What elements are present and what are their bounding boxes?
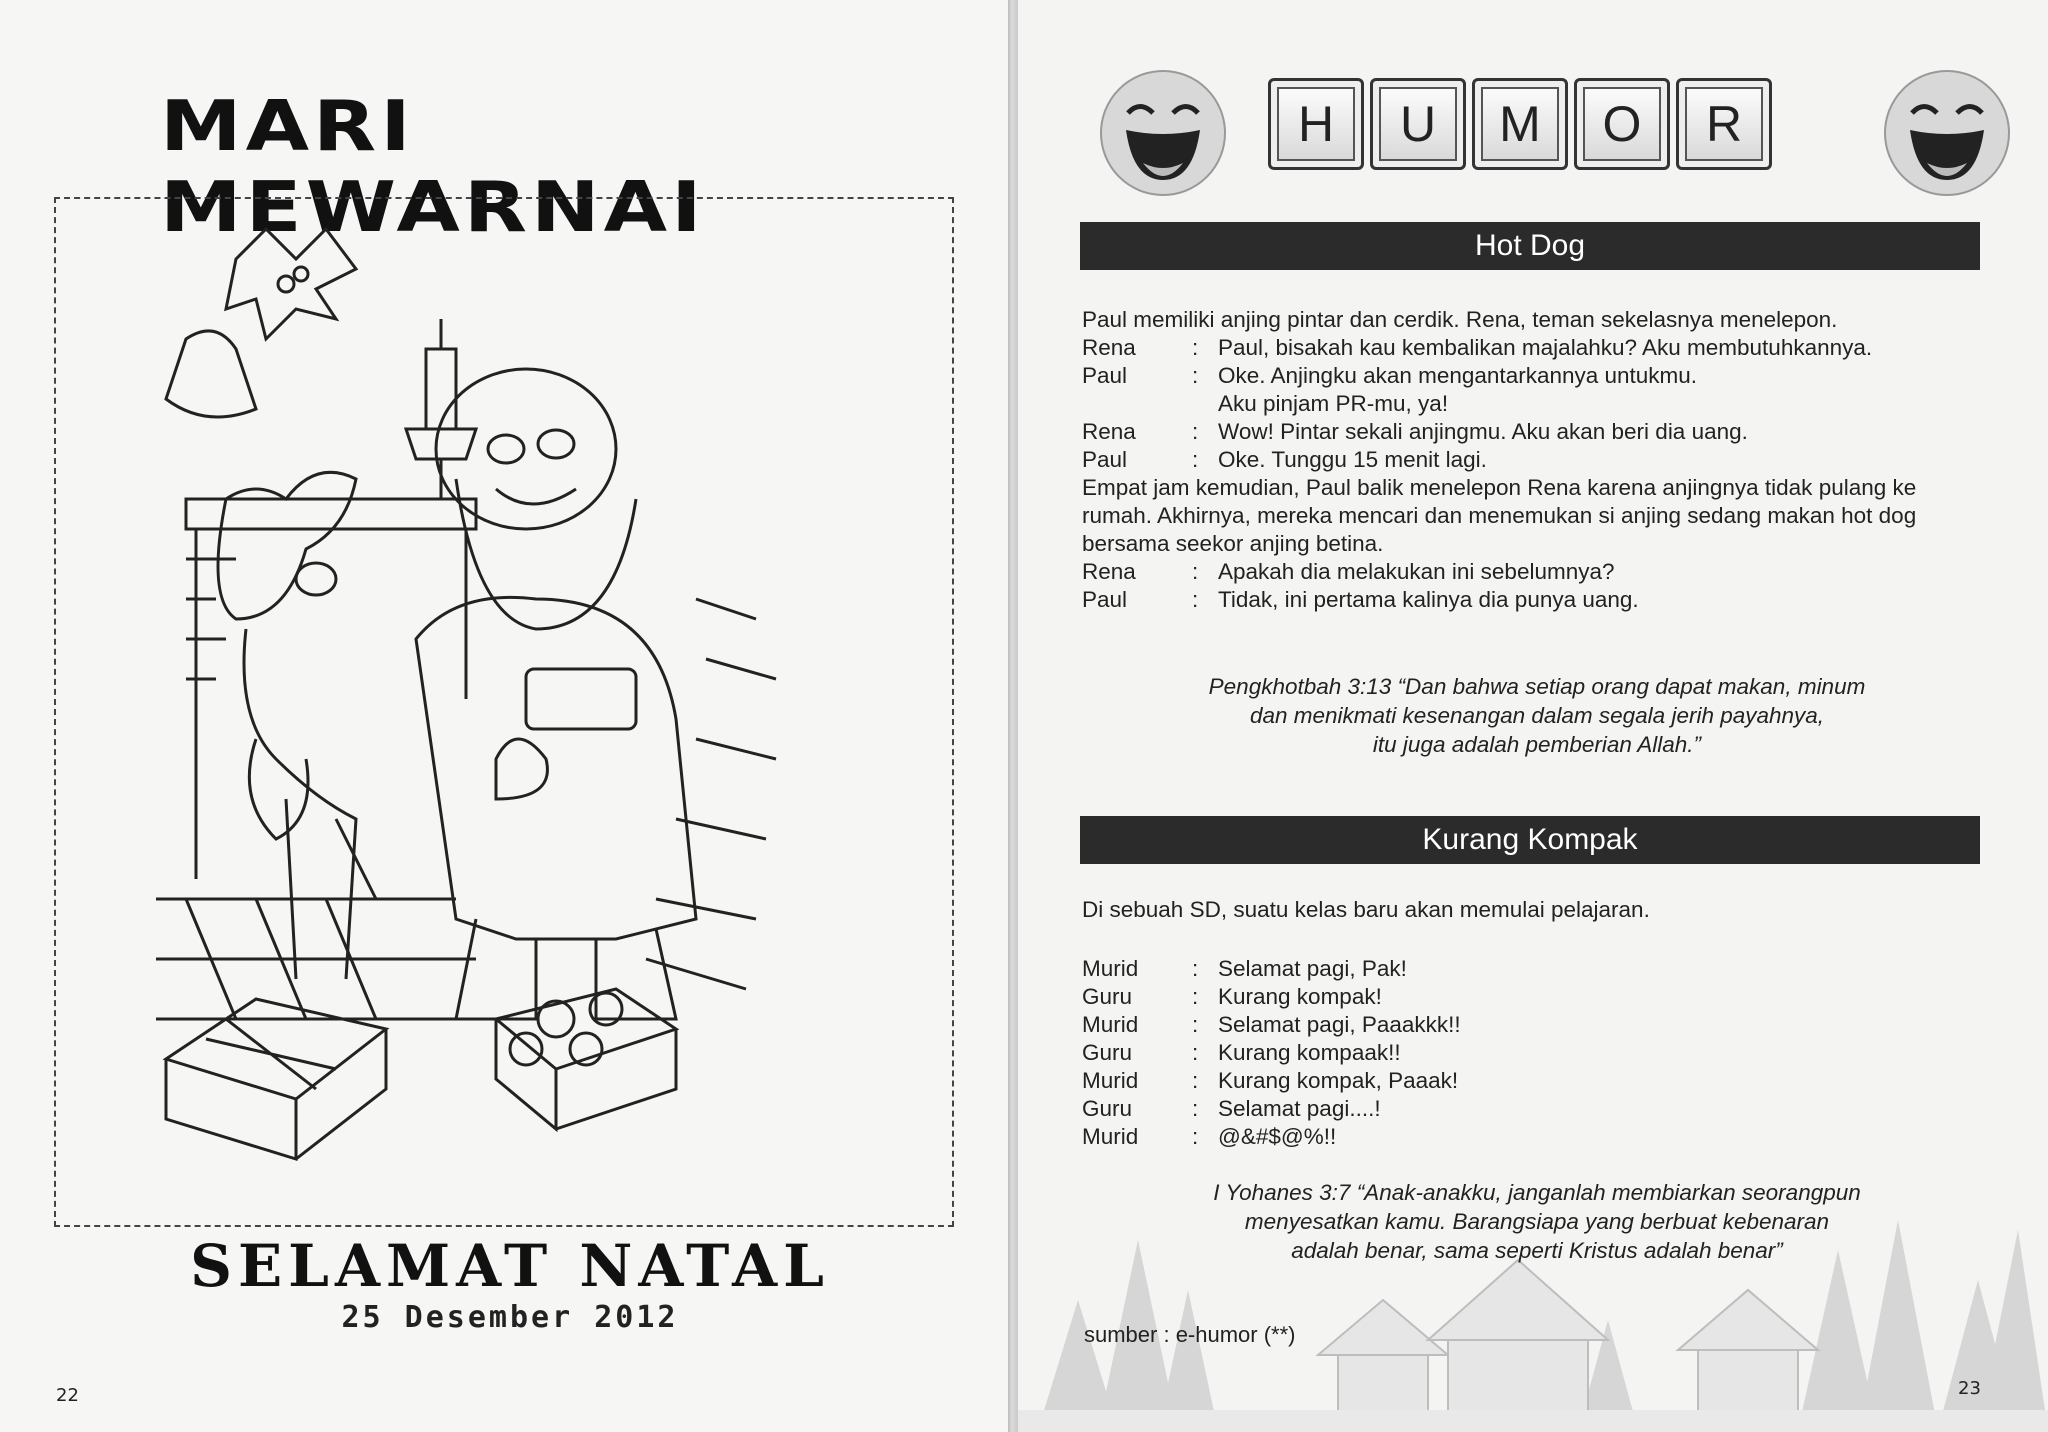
dialog-line: Murid : Kurang kompak, Paaak!: [1082, 1068, 1459, 1093]
kurang-kompak-intro: Di sebuah SD, suatu kelas baru akan memulai pelajaran.: [1082, 897, 1650, 922]
dialog-line: Rena : Paul, bisakah kau kembalikan majalahku? Aku membutuhkannya.: [1082, 335, 1873, 360]
letter-key: U: [1370, 78, 1466, 170]
santa-reindeer-illustration: [56, 199, 952, 1225]
laughing-face-icon: [1882, 68, 2012, 198]
dialog-line: Murid : Selamat pagi, Paaakkk!!: [1082, 1012, 1461, 1037]
greeting-date: 25 Desember 2012: [341, 1300, 679, 1335]
section-heading-kurang-kompak: Kurang Kompak: [1080, 816, 1980, 864]
letter-key: H: [1268, 78, 1364, 170]
dialog-line: Guru : Selamat pagi....!: [1082, 1096, 1381, 1121]
dialog-line: Aku pinjam PR-mu, ya!: [1218, 391, 1449, 416]
humor-letter-keys: [1268, 78, 1772, 170]
humor-header: [1078, 58, 1998, 208]
page-number: 23: [1958, 1378, 1981, 1399]
letter-key: M: [1472, 78, 1568, 170]
section-heading-hot-dog: Hot Dog: [1080, 222, 1980, 270]
dialog-line: Murid : @&#$@%!!: [1082, 1124, 1337, 1149]
dialog-line: Guru : Kurang kompak!: [1082, 984, 1382, 1009]
christmas-greeting: SELAMAT NATAL: [190, 1232, 830, 1300]
dialog-line: Rena : Wow! Pintar sekali anjingmu. Aku akan beri dia uang.: [1082, 419, 1748, 444]
bible-verse-yohanes: I Yohanes 3:7 “Anak-anakku, janganlah membiarkan seorangpun menyesatkan kamu. Barangsiapa yang berbuat kebenaran adalah benar, sama seperti Kristus adalah benar”: [1213, 1180, 1861, 1263]
letter-key: R: [1676, 78, 1772, 170]
source-credit: sumber : e-humor (**): [1084, 1322, 1296, 1347]
right-page: [1018, 0, 2048, 1432]
dialog-line: Paul : Oke. Tunggu 15 menit lagi.: [1082, 447, 1487, 472]
dialog-line: Rena : Apakah dia melakukan ini sebelumnya?: [1082, 559, 1615, 584]
dialog-line: Guru : Kurang kompaak!!: [1082, 1040, 1401, 1065]
book-gutter: [1008, 0, 1018, 1432]
hot-dog-story: [1082, 306, 1992, 614]
left-page: [0, 0, 1008, 1432]
dialog-line: Murid : Selamat pagi, Pak!: [1082, 956, 1407, 981]
kurang-kompak-dialog: [1082, 955, 1992, 1151]
coloring-picture-frame: [54, 197, 954, 1227]
page-number: 22: [56, 1385, 79, 1406]
letter-key: O: [1574, 78, 1670, 170]
story-intro: Paul memiliki anjing pintar dan cerdik. Rena, teman sekelasnya menelepon.: [1082, 307, 1838, 332]
coloring-title: MARI MEWARNAI: [160, 86, 706, 248]
bible-verse-pengkhotbah: Pengkhotbah 3:13 “Dan bahwa setiap orang dapat makan, minum dan menikmati kesenangan dalam segala jerih payahnya, itu juga adalah pemberian Allah.”: [1208, 674, 1866, 757]
laughing-face-icon: [1098, 68, 1228, 198]
story-narration: Empat jam kemudian, Paul balik menelepon Rena karena anjingnya tidak pulang ke rumah. Akhirnya, mereka mencari dan menemukan si anjing sedang makan hot dog bersama seekor anjing betina.: [1082, 475, 1917, 556]
dialog-line: Paul : Oke. Anjingku akan mengantarkannya untukmu.: [1082, 363, 1698, 388]
dialog-block: [1082, 558, 1992, 614]
dialog-block: [1082, 334, 1992, 474]
dialog-line: Paul : Tidak, ini pertama kalinya dia punya uang.: [1082, 587, 1639, 612]
